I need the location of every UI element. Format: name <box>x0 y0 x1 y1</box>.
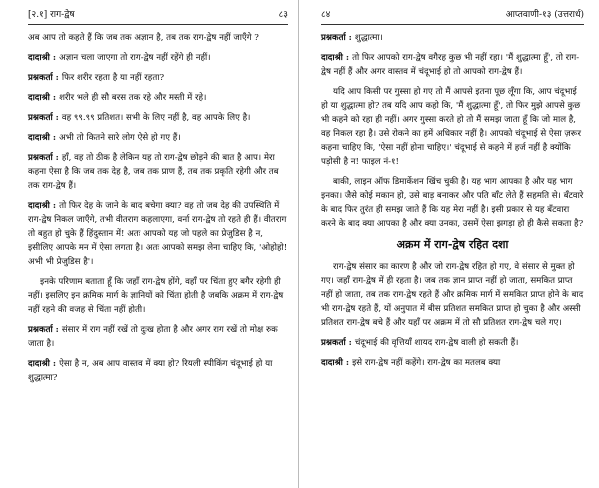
paragraph-text: इसे राग-द्वेष नहीं कहेंगे। राग-द्वेष का मतलब क्या <box>352 358 501 368</box>
left-page-number: ८३ <box>278 10 288 20</box>
paragraph-text: तो फिर देह के जाने के बाद बचेगा क्या? वह तो जब देह की उपस्थिति में राग-द्वेष निकल जाएँगे, तभी वीतराग कहलाएगा, वर्ना राग-द्वेष तो रहते ही हैं। वीतराग तो बहुत हो चुके हैं हिंदुस्तान में! अतः आपको यह जो पहले का प्रेजुडिस है न, इसीलिए आपके मन में ऐसा लगता है। अतः आपको समझ लेना चाहिए कि, 'ओहोहो! अभी भी प्रेजुडिस है'। <box>28 201 288 267</box>
section-heading: अक्रम में राग-द्वेष रहित दशा <box>396 238 509 251</box>
speaker-label: दादाश्री : <box>28 93 57 103</box>
paragraph-text: अभी तो कितने सारे लोग ऐसे हो गए हैं। <box>59 133 181 143</box>
paragraph <box>28 71 288 85</box>
left-running-header <box>28 10 288 25</box>
speaker-label: प्रश्नकर्ता : <box>321 338 352 348</box>
paragraph <box>28 275 288 317</box>
paragraph <box>28 111 288 125</box>
right-page <box>299 0 598 488</box>
right-page-body <box>321 31 584 231</box>
paragraph <box>321 85 584 169</box>
paragraph-text: यदि आप किसी पर गुस्सा हो गए तो मैं आपसे इतना पूछ लूँगा कि, आप चंदूभाई हो या शुद्धात्मा हो? तब यदि आप कहो कि, 'मैं शुद्धात्मा हूँ', तो फिर मुझे आपसे कुछ भी कहने को रहा ही नहीं। अगर गुस्सा करते हो तो मैं समझ जाता हूँ कि जो माल है, वह निकल रहा है। उसे रोकने का हमें अधिकार नहीं है। आपको चंदूभाई से ऐसा ज़रूर कहना चाहिए कि, 'ऐसा नहीं होना चाहिए।' चंदूभाई से कहने में हर्ज नहीं है क्योंकि पड़ोसी है न! फाइल नं-१! <box>321 87 581 167</box>
speaker-label: दादाश्री : <box>28 53 57 63</box>
left-page <box>0 0 299 488</box>
speaker-label: प्रश्नकर्ता : <box>28 113 59 123</box>
paragraph-text: राग-द्वेष संसार का कारण है और जो राग-द्वेष रहित हो गए, वे संसार से मुक्त हो गए। जहाँ राग-द्वेष में ही रहता है। जब तक ज्ञान प्राप्त नहीं हो जाता, समकित प्राप्त नहीं हो जाता, तब तक राग-द्वेष रहते हैं और क्रमिक मार्ग में समकित प्राप्त होने के बाद भी राग-द्वेष रहते हैं, यों अनुपात में बीस प्रतिशत समकित प्राप्त हो चुका है और अस्सी प्रतिशत राग-द्वेष बचे हैं और यहाँ पर अक्रम में तो सौ प्रतिशत राग-द्वेष चले गए। <box>321 262 584 328</box>
paragraph <box>28 151 288 193</box>
speaker-label: दादाश्री : <box>28 133 57 143</box>
paragraph-text: ऐसा है न, अब आप वास्तव में क्या हो? रियली स्पीकिंग चंदूभाई हो या शुद्धात्मा? <box>28 359 273 383</box>
right-page-body-continued <box>321 260 584 370</box>
paragraph-text: वह ९९.९९ प्रतिशत। सभी के लिए नहीं है, वह आपके लिए है। <box>61 113 251 123</box>
paragraph-text: इनके परिणाम बताता हूँ कि जहाँ राग-द्वेष होंगे, वहाँ पर चिंता हुए बगैर रहेगी ही नहीं। इसलिए इन क्रमिक मार्ग के ज्ञानियों को चिंता होती है जबकि अक्रम में राग-द्वेष नहीं रहने की वजह से चिंता नहीं होती। <box>28 277 284 315</box>
speaker-label: प्रश्नकर्ता : <box>321 33 352 43</box>
paragraph-text: तो फिर आपको राग-द्वेष वगैरह कुछ भी नहीं रहा। 'मैं शुद्धात्मा हूँ', तो राग-द्वेष नहीं हैं और अगर वास्तव में चंदूभाई हो तो आपको राग-द्वेष हैं। <box>321 53 580 77</box>
speaker-label: प्रश्नकर्ता : <box>28 325 59 335</box>
paragraph-text: अज्ञान चला जाएगा तो राग-द्वेष नहीं रहेंगे ही नहीं। <box>59 53 211 63</box>
paragraph <box>28 31 288 45</box>
paragraph <box>321 175 584 231</box>
chapter-label: [२.१] राग-द्वेष <box>28 10 75 20</box>
paragraph-text: संसार में राग नहीं रखें तो दुःख होता है और अगर राग रखें तो मोक्ष रुक जाता है। <box>28 325 278 349</box>
speaker-label: दादाश्री : <box>321 53 350 63</box>
book-title: आप्तवाणी-१३ (उत्तरार्ध) <box>505 10 584 20</box>
paragraph-text: बाकी, लाइन ऑफ डिमार्केशन खिंच चुकी है। यह भाग आपका है और यह भाग इनका। जैसे कोई मकान हो, उसे बाड़ बनाकर और पति बाँट लेते हैं सहमति से। बँटवारे के बाद फिर तुरंत ही समझ जाते हैं कि यह मेरा नहीं है। इसी प्रकार से यह बँटवारा करने के बाद क्या आपका है और क्या उनका, उसमें ऐसा झगड़ा हो ही कैसे सकता है? <box>321 177 584 229</box>
paragraph-text: शुद्धात्मा। <box>354 33 383 43</box>
paragraph-text: चंदूभाई की वृत्तियाँ शायद राग-द्वेष वाली हो सकती हैं। <box>354 338 519 348</box>
speaker-label: प्रश्नकर्ता : <box>28 153 59 163</box>
paragraph-text: फिर शरीर रहता है या नहीं रहता? <box>61 73 165 83</box>
speaker-label: दादाश्री : <box>321 358 350 368</box>
speaker-label: दादाश्री : <box>28 359 57 369</box>
paragraph <box>28 131 288 145</box>
left-page-body <box>28 31 288 385</box>
paragraph <box>28 323 288 351</box>
paragraph <box>28 91 288 105</box>
paragraph-text: अब आप तो कहते हैं कि जब तक अज्ञान है, तब तक राग-द्वेष नहीं जाएँगे ? <box>28 33 259 43</box>
paragraph-text: हाँ, वह तो ठीक है लेकिन यह तो राग-द्वेष छोड़ने की बात है आप। मेरा कहना ऐसा है कि जब तक देह है, जब तक प्राण हैं, तब तक प्रकृति रहेगी और तब तक राग-द्वेष हैं। <box>28 153 279 191</box>
paragraph-text: शरीर भले ही सौ बरस तक रहे और मस्ती में रहे। <box>59 93 207 103</box>
paragraph <box>28 51 288 65</box>
speaker-label: प्रश्नकर्ता : <box>28 73 59 83</box>
paragraph <box>321 260 584 330</box>
paragraph <box>321 336 584 350</box>
paragraph <box>321 31 584 45</box>
right-page-number: ८४ <box>321 10 331 20</box>
paragraph <box>321 356 584 370</box>
paragraph <box>321 51 584 79</box>
paragraph <box>28 357 288 385</box>
speaker-label: दादाश्री : <box>28 201 57 211</box>
paragraph <box>28 199 288 269</box>
right-running-header <box>321 10 584 25</box>
